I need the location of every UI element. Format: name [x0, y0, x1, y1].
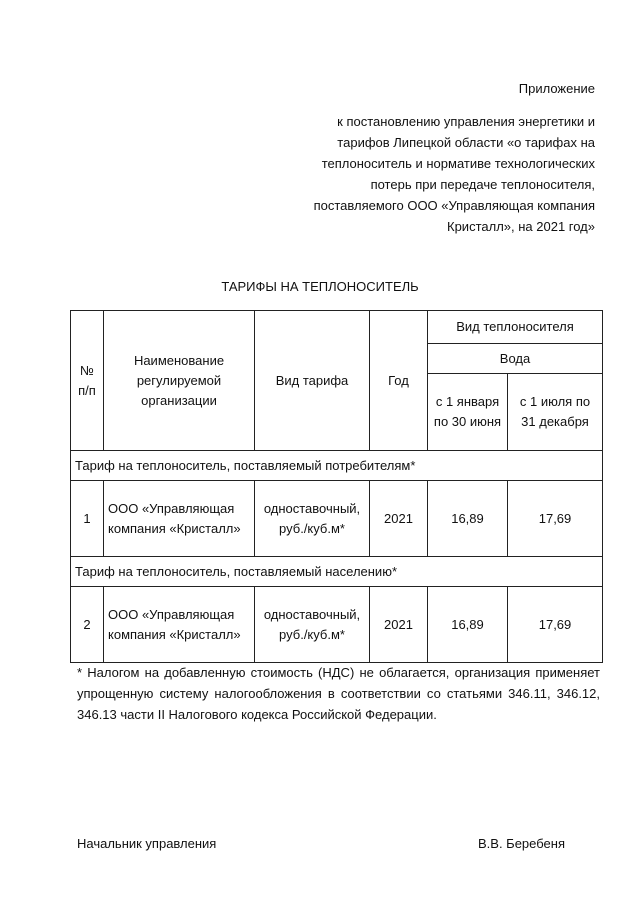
header-period-2: с 1 июля по 31 декабря	[508, 374, 603, 451]
appendix-block	[275, 78, 595, 237]
appendix-line: потерь при передаче теплоносителя,	[370, 177, 595, 192]
header-carrier: Вид теплоносителя	[428, 311, 603, 344]
appendix-line: поставляемого ООО «Управляющая компания	[313, 198, 595, 213]
appendix-line: к постановлению управления энергетики и	[337, 114, 595, 129]
appendix-line: теплоноситель и нормативе технологических	[321, 156, 595, 171]
header-period-1: с 1 января по 30 июня	[428, 374, 508, 451]
row-value-period-1: 16,89	[428, 481, 508, 557]
row-year: 2021	[370, 481, 428, 557]
row-tariff-type: одноставочный, руб./куб.м*	[255, 481, 370, 557]
appendix-line: тарифов Липецкой области «о тарифах на	[337, 135, 595, 150]
row-value-period-2: 17,69	[508, 481, 603, 557]
header-tariff-type: Вид тарифа	[255, 311, 370, 451]
document-title: ТАРИФЫ НА ТЕПЛОНОСИТЕЛЬ	[221, 279, 419, 294]
header-water: Вода	[428, 344, 603, 374]
row-tariff-type: одноставочный, руб./куб.м*	[255, 587, 370, 663]
appendix-line: Кристалл», на 2021 год»	[447, 219, 595, 234]
signature-name: В.В. Беребеня	[477, 836, 565, 851]
row-value-period-1: 16,89	[428, 587, 508, 663]
row-num: 2	[71, 587, 104, 663]
table-row	[71, 587, 603, 663]
row-org: ООО «Управляющая компания «Кристалл»	[104, 481, 255, 557]
section-caption: Тариф на теплоноситель, поставляемый населению*	[71, 557, 603, 587]
footnote: * Налогом на добавленную стоимость (НДС) не облагается, организация применяет упрощенную систему налогообложения в соответствии со статьями 346.11, 346.12, 346.13 части II Налогового кодекса Российской Федерации.	[77, 665, 600, 722]
appendix-heading: Приложение	[518, 81, 595, 96]
header-num: № п/п	[71, 311, 104, 451]
row-org: ООО «Управляющая компания «Кристалл»	[104, 587, 255, 663]
tariff-table	[70, 310, 603, 663]
signature-position: Начальник управления	[77, 836, 217, 851]
table-row	[71, 481, 603, 557]
row-num: 1	[71, 481, 104, 557]
row-value-period-2: 17,69	[508, 587, 603, 663]
header-org: Наименование регулируемой организации	[104, 311, 255, 451]
header-year: Год	[370, 311, 428, 451]
row-year: 2021	[370, 587, 428, 663]
section-caption: Тариф на теплоноситель, поставляемый потребителям*	[71, 451, 603, 481]
